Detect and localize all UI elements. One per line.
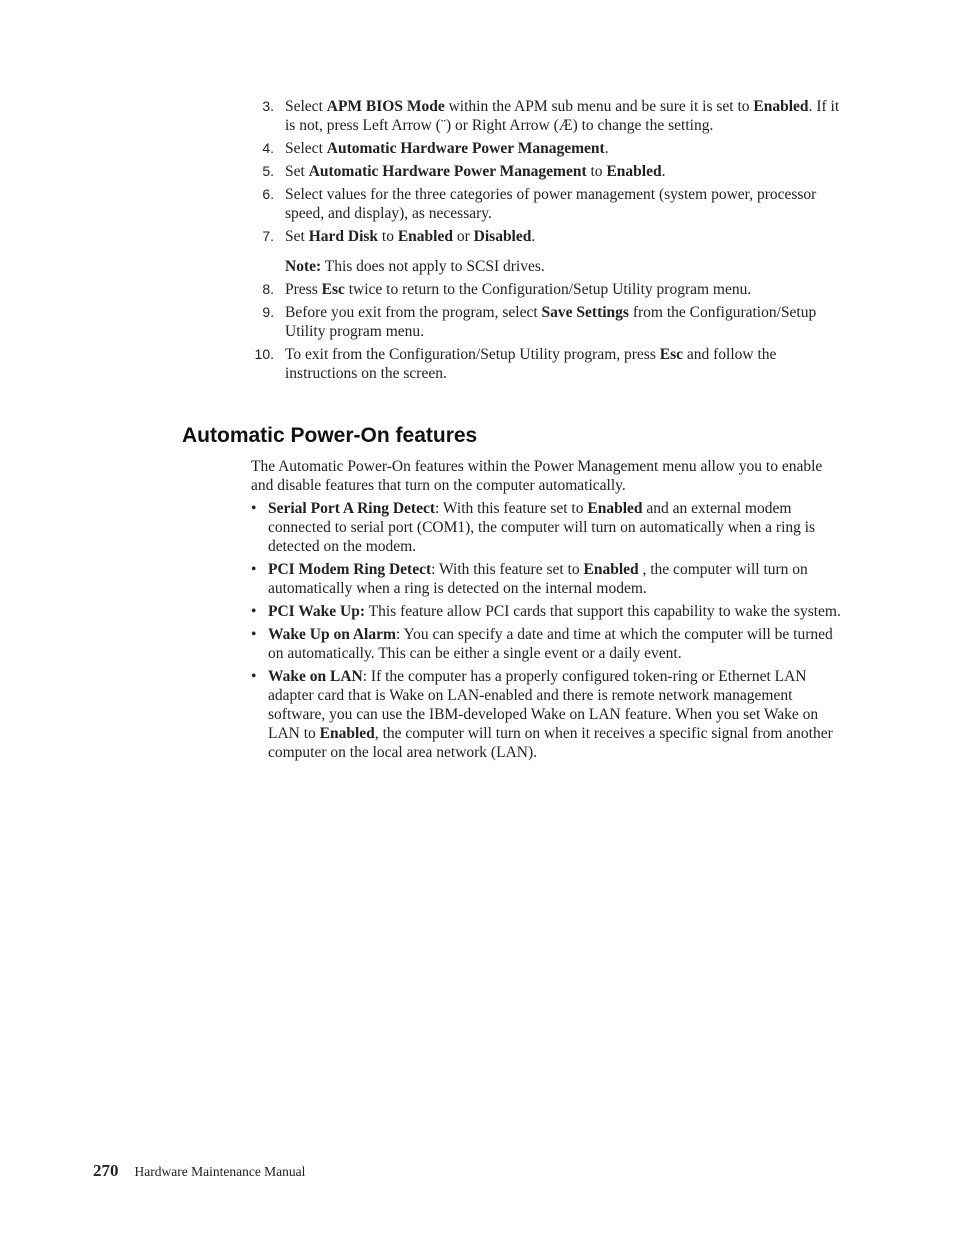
section-heading: Automatic Power-On features bbox=[182, 424, 478, 447]
step-text bbox=[285, 162, 840, 181]
step-text bbox=[285, 280, 840, 299]
step-number: 3. bbox=[262, 98, 274, 114]
bold-term: Enabled bbox=[753, 98, 809, 115]
text-run: Set bbox=[285, 228, 309, 245]
bold-term: Enabled bbox=[397, 228, 453, 245]
step-number: 6. bbox=[262, 186, 274, 202]
bold-term: APM BIOS Mode bbox=[326, 98, 445, 115]
bullet-glyph: • bbox=[251, 603, 257, 620]
text-run: Set bbox=[285, 163, 309, 180]
step-item bbox=[250, 303, 840, 341]
text-run: , the computer will turn on automatically when a ring is detected on the internal modem. bbox=[268, 561, 808, 597]
feature-text bbox=[268, 667, 843, 762]
text-run: and an external modem connected to serial port (COM1), the computer will turn on automatically when a ring is detected on the modem. bbox=[268, 500, 816, 555]
step-text bbox=[285, 227, 840, 246]
page-footer bbox=[93, 1161, 305, 1181]
feature-text bbox=[268, 602, 843, 621]
step-item bbox=[250, 280, 840, 299]
step-item bbox=[250, 345, 840, 383]
bold-term: Serial Port A Ring Detect bbox=[268, 500, 436, 517]
feature-item bbox=[251, 560, 843, 598]
text-run: This does not apply to SCSI drives. bbox=[321, 258, 545, 275]
step-number: 4. bbox=[262, 140, 274, 156]
text-run: This feature allow PCI cards that support this capability to wake the system. bbox=[365, 603, 841, 620]
feature-text bbox=[268, 625, 843, 663]
step-item bbox=[250, 139, 840, 158]
bold-term: Esc bbox=[659, 346, 683, 363]
step-item bbox=[250, 185, 840, 223]
feature-item bbox=[251, 667, 843, 762]
bold-term: Enabled bbox=[606, 163, 662, 180]
section-intro: The Automatic Power-On features within the Power Management menu allow you to enable and disable features that turn on the computer automatically. bbox=[251, 458, 823, 494]
text-run: or bbox=[452, 228, 474, 245]
text-run: Before you exit from the program, select bbox=[285, 304, 542, 321]
step-item bbox=[250, 162, 840, 181]
bullet-glyph: • bbox=[251, 561, 257, 578]
text-run: twice to return to the Configuration/Setup Utility program menu. bbox=[344, 281, 752, 298]
bold-term: Enabled bbox=[319, 725, 375, 742]
step-text bbox=[285, 303, 840, 341]
bold-term: Hard Disk bbox=[308, 228, 379, 245]
step-number: 7. bbox=[262, 228, 274, 244]
step-number: 9. bbox=[262, 304, 274, 320]
step-note bbox=[285, 257, 840, 276]
bold-term: Enabled bbox=[583, 561, 639, 578]
text-run: . bbox=[604, 140, 609, 157]
document-title: Hardware Maintenance Manual bbox=[134, 1164, 306, 1179]
text-run: : With this feature set to bbox=[435, 500, 588, 517]
step-text bbox=[285, 185, 840, 223]
text-run: To exit from the Configuration/Setup Utility program, press bbox=[285, 346, 660, 363]
bold-term: Save Settings bbox=[541, 304, 629, 321]
feature-item bbox=[251, 625, 843, 663]
step-item bbox=[250, 97, 840, 135]
text-run: Press bbox=[285, 281, 322, 298]
text-run: . If it is not, press Left Arrow (¨) or Right Arrow (Æ) to change the setting. bbox=[285, 98, 840, 134]
bold-term: Automatic Hardware Power Management bbox=[308, 163, 587, 180]
text-run: , the computer will turn on when it receives a specific signal from another computer on the local area network (LAN). bbox=[268, 725, 833, 761]
feature-text bbox=[268, 499, 843, 556]
text-run: from the Configuration/Setup Utility program menu. bbox=[285, 304, 817, 340]
bold-term: Esc bbox=[321, 281, 345, 298]
bold-term: Enabled bbox=[587, 500, 643, 517]
step-number: 10. bbox=[254, 346, 274, 362]
bold-term: Automatic Hardware Power Management bbox=[326, 140, 605, 157]
procedure-steps bbox=[250, 97, 840, 387]
text-run: . bbox=[661, 163, 666, 180]
feature-item bbox=[251, 602, 843, 621]
bullet-glyph: • bbox=[251, 668, 257, 685]
step-text bbox=[285, 139, 840, 158]
bold-term: Disabled bbox=[473, 228, 532, 245]
text-run: Select values for the three categories of power management (system power, processor speed, and display), as necessary. bbox=[285, 186, 817, 222]
step-text bbox=[285, 97, 840, 135]
text-run: Select bbox=[285, 140, 327, 157]
bold-term: Wake Up on Alarm bbox=[268, 626, 396, 643]
bold-term: PCI Modem Ring Detect bbox=[268, 561, 432, 578]
text-run: within the APM sub menu and be sure it is set to bbox=[444, 98, 754, 115]
page-number: 270 bbox=[93, 1161, 119, 1180]
text-run: : You can specify a date and time at which the computer will be turned on automatically. This can be either a single event or a daily event. bbox=[268, 626, 833, 662]
step-number: 8. bbox=[262, 281, 274, 297]
text-run: Select bbox=[285, 98, 327, 115]
feature-item bbox=[251, 499, 843, 556]
text-run: : If the computer has a properly configured token-ring or Ethernet LAN adapter card that is Wake on LAN-enabled and there is remote network management software, you can use the IBM-developed Wake on LAN feature. When you set Wake on LAN to bbox=[268, 668, 819, 742]
feature-text bbox=[268, 560, 843, 598]
feature-list bbox=[251, 499, 843, 766]
step-item bbox=[250, 227, 840, 276]
step-number: 5. bbox=[262, 163, 274, 179]
text-run: . bbox=[531, 228, 536, 245]
bold-term: Wake on LAN bbox=[268, 668, 363, 685]
bold-term: PCI Wake Up: bbox=[268, 603, 366, 620]
text-run: : With this feature set to bbox=[431, 561, 584, 578]
bullet-glyph: • bbox=[251, 500, 257, 517]
bold-term: Note: bbox=[285, 258, 322, 275]
step-text bbox=[285, 345, 840, 383]
text-run: to bbox=[378, 228, 398, 245]
bullet-glyph: • bbox=[251, 626, 257, 643]
text-run: to bbox=[586, 163, 607, 180]
text-run: and follow the instructions on the screen. bbox=[285, 346, 777, 382]
